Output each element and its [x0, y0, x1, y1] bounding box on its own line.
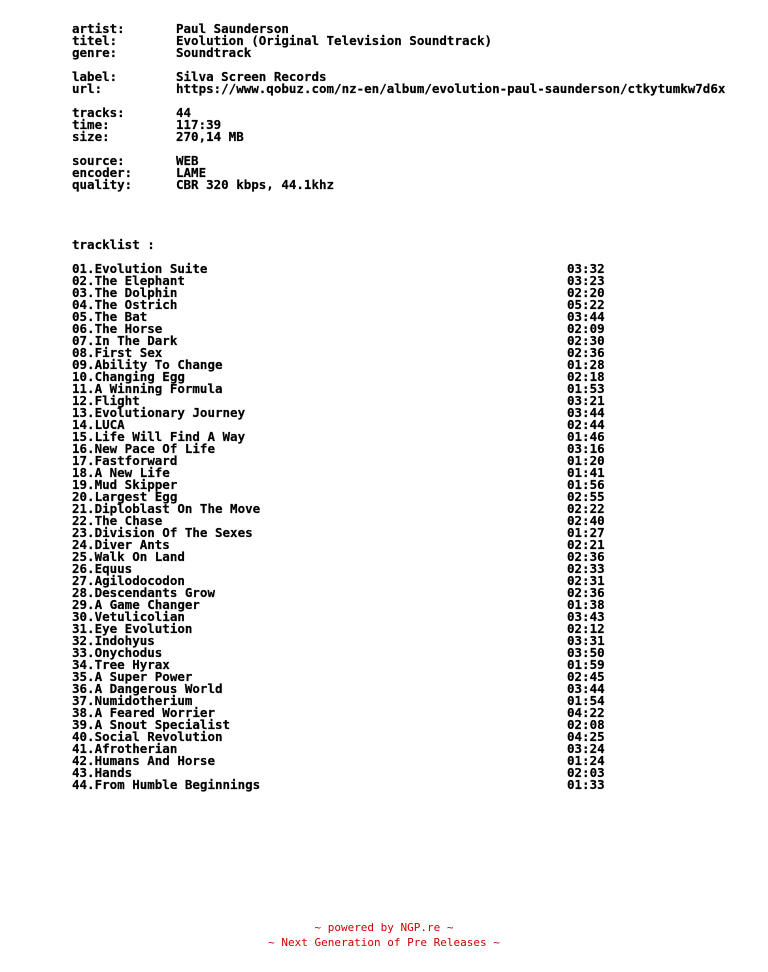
track-title: 22.The Chase: [72, 513, 163, 528]
track-duration: 02:40: [567, 513, 605, 528]
footer-powered-by: ~ powered by NGP.re ~: [314, 921, 454, 934]
track-duration: 02:03: [567, 765, 605, 780]
track-title: 02.The Elephant: [72, 273, 185, 288]
track-duration: 02:08: [567, 717, 605, 732]
track-duration: 01:20: [567, 453, 605, 468]
track-title: 29.A Game Changer: [72, 597, 200, 612]
track-duration: 01:53: [567, 381, 605, 396]
nfo-document: [72, 23, 762, 791]
track-title: 26.Equus: [72, 561, 133, 576]
info-key-source: source:: [72, 153, 125, 168]
track-row: [72, 755, 762, 767]
info-value-titel: Evolution (Original Television Soundtrack): [176, 33, 493, 48]
info-value-tracks: 44: [176, 105, 192, 120]
info-key-encoder: encoder:: [72, 165, 133, 180]
track-row: [72, 299, 762, 311]
info-row-quality: [72, 179, 762, 191]
track-duration: 05:22: [567, 297, 605, 312]
info-value-label: Silva Screen Records: [176, 69, 327, 84]
track-duration: 03:16: [567, 441, 605, 456]
track-title: 40.Social Revolution: [72, 729, 223, 744]
spacer: [72, 191, 762, 239]
track-title: 44.From Humble Beginnings: [72, 777, 261, 792]
track-title: 18.A New Life: [72, 465, 170, 480]
track-duration: 01:59: [567, 657, 605, 672]
track-duration: 02:12: [567, 621, 605, 636]
track-duration: 01:54: [567, 693, 605, 708]
track-row: [72, 779, 762, 791]
track-title: 04.The Ostrich: [72, 297, 178, 312]
track-duration: 02:36: [567, 345, 605, 360]
info-value-artist: Paul Saunderson: [176, 21, 289, 36]
track-title: 31.Eye Evolution: [72, 621, 193, 636]
track-title: 03.The Dolphin: [72, 285, 178, 300]
info-value-quality: CBR 320 kbps, 44.1khz: [176, 177, 335, 192]
track-title: 08.First Sex: [72, 345, 163, 360]
track-duration: 03:24: [567, 741, 605, 756]
track-title: 06.The Horse: [72, 321, 163, 336]
track-duration: 01:41: [567, 465, 605, 480]
info-row-genre: [72, 47, 762, 59]
track-title: 34.Tree Hyrax: [72, 657, 170, 672]
track-duration: 03:32: [567, 261, 605, 276]
track-duration: 01:28: [567, 357, 605, 372]
track-title: 12.Flight: [72, 393, 140, 408]
track-row: [72, 383, 762, 395]
track-duration: 01:24: [567, 753, 605, 768]
info-row-size: [72, 131, 762, 143]
track-title: 11.A Winning Formula: [72, 381, 223, 396]
track-title: 19.Mud Skipper: [72, 477, 178, 492]
track-title: 38.A Feared Worrier: [72, 705, 215, 720]
track-duration: 02:44: [567, 417, 605, 432]
track-duration: 03:44: [567, 309, 605, 324]
track-duration: 03:44: [567, 681, 605, 696]
track-duration: 02:09: [567, 321, 605, 336]
track-duration: 02:30: [567, 333, 605, 348]
track-title: 15.Life Will Find A Way: [72, 429, 246, 444]
info-key-quality: quality:: [72, 177, 133, 192]
track-title: 32.Indohyus: [72, 633, 155, 648]
track-title: 23.Division Of The Sexes: [72, 525, 253, 540]
track-title: 39.A Snout Specialist: [72, 717, 231, 732]
track-title: 30.Vetulicolian: [72, 609, 185, 624]
track-duration: 02:45: [567, 669, 605, 684]
track-title: 09.Ability To Change: [72, 357, 223, 372]
track-duration: 01:56: [567, 477, 605, 492]
track-duration: 02:21: [567, 537, 605, 552]
track-duration: 02:18: [567, 369, 605, 384]
track-title: 07.In The Dark: [72, 333, 178, 348]
track-title: 13.Evolutionary Journey: [72, 405, 246, 420]
track-row: [72, 647, 762, 659]
track-title: 20.Largest Egg: [72, 489, 178, 504]
track-duration: 01:27: [567, 525, 605, 540]
track-duration: 04:25: [567, 729, 605, 744]
track-title: 17.Fastforward: [72, 453, 178, 468]
track-row: [72, 335, 762, 347]
track-title: 33.Onychodus: [72, 645, 163, 660]
info-row-url: [72, 83, 762, 95]
footer-tagline: ~ Next Generation of Pre Releases ~: [268, 936, 500, 949]
track-duration: 02:31: [567, 573, 605, 588]
track-duration: 02:36: [567, 549, 605, 564]
track-title: 41.Afrotherian: [72, 741, 178, 756]
track-duration: 02:22: [567, 501, 605, 516]
info-value-url: https://www.qobuz.com/nz-en/album/evolution-paul-saunderson/ctkytumkw7d6x: [176, 81, 726, 96]
track-title: 43.Hands: [72, 765, 133, 780]
track-title: 21.Diploblast On The Move: [72, 501, 261, 516]
track-title: 27.Agilodocodon: [72, 573, 185, 588]
track-duration: 03:23: [567, 273, 605, 288]
track-row: [72, 635, 762, 647]
track-title: 16.New Pace Of Life: [72, 441, 215, 456]
track-row: [72, 311, 762, 323]
track-row: [72, 527, 762, 539]
info-key-time: time:: [72, 117, 110, 132]
track-duration: 01:38: [567, 597, 605, 612]
track-title: 05.The Bat: [72, 309, 148, 324]
track-title: 14.LUCA: [72, 417, 125, 432]
track-duration: 02:36: [567, 585, 605, 600]
info-value-source: WEB: [176, 153, 199, 168]
track-duration: 02:20: [567, 285, 605, 300]
track-duration: 01:46: [567, 429, 605, 444]
info-value-size: 270,14 MB: [176, 129, 244, 144]
track-title: 01.Evolution Suite: [72, 261, 208, 276]
track-duration: 02:33: [567, 561, 605, 576]
info-key-titel: titel:: [72, 33, 118, 48]
track-row: [72, 623, 762, 635]
tracklist: [72, 263, 762, 791]
track-title: 36.A Dangerous World: [72, 681, 223, 696]
track-title: 37.Numidotherium: [72, 693, 193, 708]
track-duration: 02:55: [567, 489, 605, 504]
track-row: [72, 455, 762, 467]
track-duration: 03:50: [567, 645, 605, 660]
track-title: 25.Walk On Land: [72, 549, 185, 564]
tracklist-heading: tracklist :: [72, 237, 155, 252]
track-row: [72, 503, 762, 515]
info-key-tracks: tracks:: [72, 105, 125, 120]
track-title: 10.Changing Egg: [72, 369, 185, 384]
info-key-artist: artist:: [72, 21, 125, 36]
track-duration: 03:44: [567, 405, 605, 420]
track-title: 28.Descendants Grow: [72, 585, 215, 600]
track-title: 24.Diver Ants: [72, 537, 170, 552]
track-row: [72, 407, 762, 419]
track-duration: 04:22: [567, 705, 605, 720]
track-duration: 01:33: [567, 777, 605, 792]
info-key-url: url:: [72, 81, 103, 96]
info-key-size: size:: [72, 129, 110, 144]
info-value-time: 117:39: [176, 117, 222, 132]
track-title: 35.A Super Power: [72, 669, 193, 684]
info-key-genre: genre:: [72, 45, 118, 60]
info-key-label: label:: [72, 69, 118, 84]
info-value-genre: Soundtrack: [176, 45, 252, 60]
track-duration: 03:43: [567, 609, 605, 624]
track-title: 42.Humans And Horse: [72, 753, 215, 768]
track-duration: 03:21: [567, 393, 605, 408]
track-row: [72, 551, 762, 563]
info-value-encoder: LAME: [176, 165, 207, 180]
track-duration: 03:31: [567, 633, 605, 648]
